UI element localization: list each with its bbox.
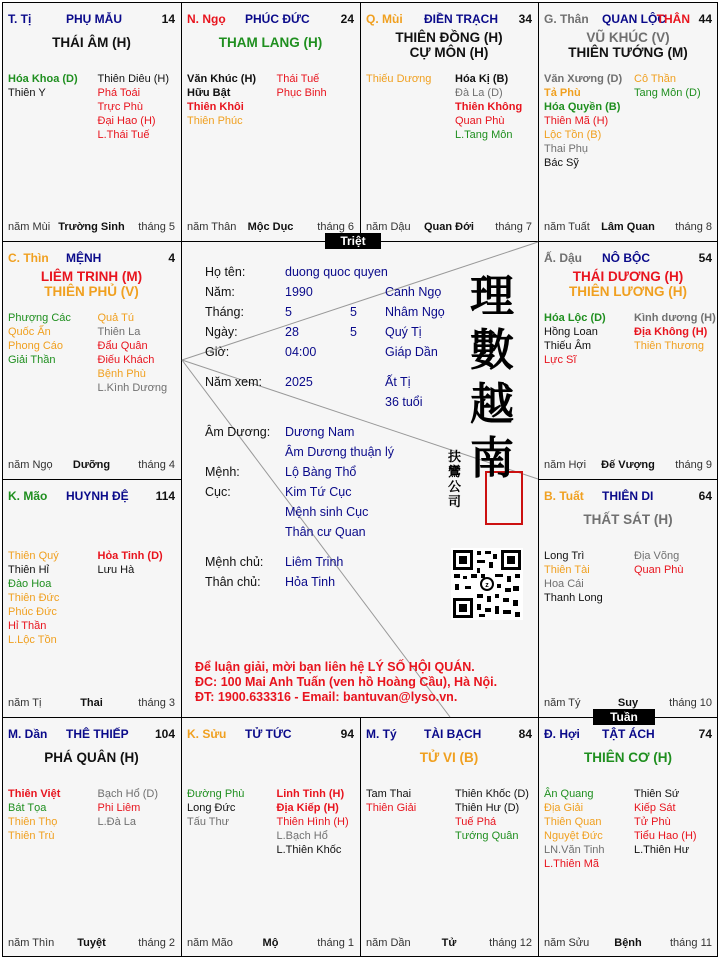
palace-location: M. Dần: [8, 727, 48, 741]
thang-value: 5: [285, 305, 292, 319]
palace-number: 64: [698, 489, 712, 503]
palace-name: PHỤ MẪU: [66, 12, 122, 26]
palace-year: năm Ngọ: [8, 459, 53, 471]
horoscope-chart: [2, 2, 718, 957]
star-column-right: [271, 72, 355, 100]
main-star: THÁI ÂM (H): [52, 35, 131, 50]
minor-star: Thiên Khốc (D): [455, 788, 529, 800]
minor-star: Long Trì: [544, 550, 585, 562]
palace-location: T. Tị: [8, 12, 32, 26]
main-star: THIÊN ĐỒNG (H): [395, 30, 503, 45]
star-column-left: [366, 72, 449, 86]
minor-star: L.Lộc Tồn: [8, 634, 57, 646]
palace-header: [544, 12, 712, 26]
main-star: CỰ MÔN (H): [409, 45, 489, 60]
minor-star: Thiên Việt: [8, 788, 61, 800]
palace-location: N. Ngọ: [187, 12, 226, 26]
palace-header: [187, 727, 354, 741]
palace-location: Ấ. Dậu: [544, 251, 583, 265]
nam-value: 1990: [285, 285, 313, 299]
palace-month: tháng 10: [669, 697, 712, 709]
minor-star: Thái Tuế: [276, 73, 320, 85]
palace-footer: [366, 937, 532, 951]
minor-star: Bạch Hổ (D): [97, 788, 159, 800]
palace-mui[interactable]: [360, 2, 538, 241]
palace-header: [8, 12, 175, 26]
ho-ten-value: duong quoc quyen: [285, 265, 388, 279]
palace-ngo[interactable]: [181, 2, 360, 241]
palace-month: tháng 3: [138, 697, 175, 709]
minor-star: Bát Tọa: [8, 802, 47, 814]
palace-month: tháng 2: [138, 937, 175, 949]
palace-stage: Lâm Quan: [601, 221, 655, 233]
minor-star: L.Thiên Khốc: [276, 844, 342, 856]
minor-star: Quốc Ấn: [8, 326, 51, 338]
palace-stage: Mộ: [262, 937, 279, 949]
main-star: THIÊN LƯƠNG (H): [569, 284, 687, 299]
palace-name: TỬ TỨC: [245, 727, 292, 741]
palace-location: K. Mão: [8, 489, 48, 503]
palace-stage: Thai: [80, 697, 103, 709]
minor-star: Tấu Thư: [187, 816, 230, 828]
star-column-right: [449, 72, 532, 142]
than-marker: THÂN: [656, 12, 690, 26]
palace-year: năm Hợi: [544, 459, 587, 471]
minor-star: Tử Phù: [634, 816, 671, 828]
palace-footer: [8, 459, 175, 473]
palace-thin[interactable]: [2, 241, 181, 479]
palace-ty[interactable]: [360, 717, 538, 957]
palace-suu[interactable]: [181, 717, 360, 957]
tuan-tag: Tuần: [593, 709, 655, 725]
palace-month: tháng 8: [675, 221, 712, 233]
minor-star: Địa Kiếp (H): [276, 802, 339, 814]
minor-star: L.Tang Môn: [455, 129, 513, 141]
minor-star: Tả Phù: [544, 87, 581, 99]
minor-star: Phi Liêm: [97, 802, 141, 814]
minor-star: Tuế Phá: [455, 816, 497, 828]
palace-name: PHÚC ĐỨC: [245, 12, 310, 26]
palace-header: [366, 12, 532, 26]
than-chu-label: Thân chủ:: [205, 575, 261, 589]
star-column-right: [92, 549, 176, 577]
minor-star: Thiên Phúc: [187, 115, 243, 127]
am-duong-label: Âm Dương:: [205, 425, 271, 439]
palace-stage: Quan Đới: [424, 221, 474, 233]
minor-star: Thiên Tài: [544, 564, 590, 576]
palace-month: tháng 1: [317, 937, 354, 949]
minor-star: Lộc Tồn (B): [544, 129, 602, 141]
minor-star: Địa Giải: [544, 802, 584, 814]
palace-location: B. Tuất: [544, 489, 584, 503]
minor-star: Thiên La: [97, 326, 141, 338]
star-column-left: [544, 549, 628, 605]
minor-star: Đà La (D): [455, 87, 503, 99]
minor-star: Thiên Y: [8, 87, 46, 99]
svg-text:z: z: [485, 582, 489, 589]
palace-name: QUAN LỘC: [602, 12, 666, 26]
thang-label: Tháng:: [205, 305, 244, 319]
nam-xem-can-chi: Ất Tị: [385, 375, 411, 389]
star-column-right: [92, 311, 176, 395]
palace-number: 4: [168, 251, 175, 265]
palace-year: năm Mão: [187, 937, 233, 949]
minor-star: Bệnh Phù: [97, 368, 146, 380]
minor-star: Long Đức: [187, 802, 236, 814]
minor-star: Địa Không (H): [634, 326, 708, 338]
main-star: THAM LANG (H): [218, 35, 323, 50]
star-column-left: [8, 72, 92, 100]
star-column-right: [92, 72, 176, 142]
star-column-left: [544, 72, 628, 170]
palace-number: 94: [340, 727, 354, 741]
contact-line-1: Để luận giải, mời bạn liên hệ LÝ SỐ HỘI QUÁN.: [195, 660, 475, 674]
tuoi-value: 36 tuổi: [385, 395, 423, 409]
star-column-right: [628, 72, 712, 100]
cuc-note-1: Mệnh sinh Cục: [285, 505, 369, 519]
minor-star: Thiên Thương: [634, 340, 705, 352]
main-star: PHÁ QUÂN (H): [44, 750, 139, 765]
palace-name: NÔ BỘC: [602, 251, 650, 265]
minor-star: L.Kình Dương: [97, 382, 168, 394]
palace-year: năm Sửu: [544, 937, 590, 949]
palace-header: [8, 727, 175, 741]
minor-star: Thiên Hình (H): [276, 816, 349, 828]
minor-star: Linh Tinh (H): [276, 788, 345, 800]
menh-value: Lộ Bàng Thổ: [285, 465, 357, 479]
minor-star: Thiên Thọ: [8, 816, 58, 828]
star-column-right: [271, 787, 355, 857]
minor-star: Cô Thần: [634, 73, 676, 85]
minor-star: Hỉ Thần: [8, 620, 47, 632]
palace-year: năm Mùi: [8, 221, 51, 233]
minor-star: Kình dương (H): [634, 312, 716, 324]
minor-star: Hoa Cái: [544, 578, 584, 590]
palace-name: ĐIỀN TRẠCH: [424, 12, 498, 26]
cuc-note-2: Thân cư Quan: [285, 525, 366, 539]
palace-dan[interactable]: [2, 717, 181, 957]
nam-xem-label: Năm xem:: [205, 375, 262, 389]
palace-month: tháng 5: [138, 221, 175, 233]
minor-star: Thiên Trù: [8, 830, 55, 842]
minor-star: Thiên Hư (D): [455, 802, 520, 814]
palace-name: HUYNH ĐỆ: [66, 489, 129, 503]
palace-name: MỆNH: [66, 251, 102, 265]
minor-star: L.Bạch Hổ: [276, 830, 328, 842]
minor-star: Đào Hoa: [8, 578, 52, 590]
ngay-can-chi: Quý Tị: [385, 325, 422, 339]
palace-footer: [187, 937, 354, 951]
palace-footer: [8, 697, 175, 711]
ngay-label: Ngày:: [205, 325, 238, 339]
palace-name: TẬT ÁCH: [602, 727, 655, 741]
palace-number: 54: [698, 251, 712, 265]
minor-star: Văn Xương (D): [544, 73, 623, 85]
menh-label: Mệnh:: [205, 465, 240, 479]
minor-star: Quan Phù: [634, 564, 684, 576]
minor-star: Thiên Sứ: [634, 788, 680, 800]
minor-star: Đại Hao (H): [97, 115, 156, 127]
palace-number: 24: [340, 12, 354, 26]
star-column-left: [544, 311, 628, 367]
minor-star: Kiếp Sát: [634, 802, 676, 814]
palace-header: [8, 489, 175, 503]
star-column-left: [8, 549, 92, 647]
contact-line-3: ĐT: 1900.633316 - Email: bantuvan@lyso.vn.: [195, 690, 458, 704]
menh-chu-label: Mệnh chủ:: [205, 555, 264, 569]
palace-header: [544, 489, 712, 503]
palace-stage: Bệnh: [614, 937, 642, 949]
palace-stage: Tử: [441, 937, 457, 949]
menh-chu-value: Liêm Trinh: [285, 555, 344, 569]
minor-star: L.Thiên Hư: [634, 844, 690, 856]
main-star: TỬ VI (B): [419, 750, 479, 765]
qr-code[interactable]: [451, 548, 523, 620]
minor-star: Hỏa Tinh (D): [97, 550, 163, 562]
palace-number: 34: [518, 12, 532, 26]
palace-location: K. Sửu: [187, 727, 227, 741]
star-column-right: [628, 311, 716, 353]
palace-tuat[interactable]: [538, 479, 718, 717]
than-chu-value: Hỏa Tinh: [285, 575, 336, 589]
minor-star: Thiên Hỉ: [8, 564, 49, 576]
palace-header: [8, 251, 175, 265]
nam-can-chi: Canh Ngọ: [385, 285, 442, 299]
palace-number: 84: [518, 727, 532, 741]
minor-star: Đẩu Quân: [97, 340, 148, 352]
minor-star: Thiên Mã (H): [544, 115, 609, 127]
palace-name: THÊ THIẾP: [66, 727, 129, 741]
minor-star: Phong Cáo: [8, 340, 64, 352]
palace-number: 44: [698, 12, 712, 26]
palace-month: tháng 11: [669, 937, 712, 949]
minor-star: Thiên Giải: [366, 802, 417, 814]
minor-star: L.Đà La: [97, 816, 137, 828]
palace-number: 14: [161, 12, 175, 26]
minor-star: Lưu Hà: [97, 564, 135, 576]
minor-star: Đường Phù: [187, 788, 245, 800]
palace-location: Đ. Hợi: [544, 727, 580, 741]
palace-footer: [8, 937, 175, 951]
minor-star: Văn Khúc (H): [187, 73, 257, 85]
minor-star: Thanh Long: [544, 592, 603, 604]
star-column-left: [187, 72, 271, 128]
main-star: THIÊN CƠ (H): [583, 750, 672, 765]
palace-year: năm Tý: [544, 697, 581, 709]
palace-stage: Dưỡng: [72, 459, 111, 471]
palace-footer: [544, 937, 712, 951]
minor-star: Quả Tú: [97, 312, 134, 324]
minor-star: Bác Sỹ: [544, 157, 579, 169]
ngay-am-value: 5: [350, 325, 357, 339]
minor-star: Thiếu Dương: [366, 73, 432, 85]
nam-xem-value: 2025: [285, 375, 313, 389]
minor-star: Hóa Khoa (D): [8, 73, 78, 85]
minor-star: Trực Phù: [97, 101, 143, 113]
minor-star: Quan Phù: [455, 115, 505, 127]
palace-year: năm Thân: [187, 221, 237, 233]
am-duong-value: Dương Nam: [285, 425, 355, 439]
am-duong-note: Âm Dương thuận lý: [285, 445, 394, 459]
palace-month: tháng 4: [138, 459, 175, 471]
calligraphy-char-1: 理: [470, 271, 514, 322]
minor-star: Nguyệt Đức: [544, 830, 603, 842]
nam-label: Năm:: [205, 285, 235, 299]
palace-footer: [366, 221, 532, 235]
contact-line-2: ĐC: 100 Mai Anh Tuấn (ven hồ Hoàng Cầu), Hà Nội.: [195, 675, 498, 689]
minor-star: Thiên Khôi: [187, 101, 244, 113]
palace-year: năm Dậu: [366, 221, 411, 233]
star-column-left: [366, 787, 449, 815]
palace-year: năm Dần: [366, 937, 411, 949]
minor-star: Thiên Đức: [8, 592, 60, 604]
palace-number: 104: [154, 727, 175, 741]
minor-star: Phượng Các: [8, 312, 71, 324]
main-star: VŨ KHÚC (V): [586, 30, 670, 45]
palace-stage: Trường Sinh: [58, 221, 125, 233]
palace-ti[interactable]: [2, 2, 181, 241]
minor-star: Thiên Không: [455, 101, 523, 113]
palace-month: tháng 6: [317, 221, 354, 233]
palace-year: năm Thìn: [8, 937, 55, 949]
contact-info: [195, 660, 497, 705]
star-column-right: [92, 787, 176, 829]
star-column-right: [628, 549, 712, 577]
palace-footer: [544, 221, 712, 235]
palace-year: năm Tuất: [544, 221, 590, 233]
palace-location: Q. Mùi: [366, 12, 403, 26]
palace-stage: Đế Vượng: [601, 459, 655, 471]
ngay-value: 28: [285, 325, 299, 339]
minor-star: Thai Phụ: [544, 143, 589, 155]
minor-star: Địa Võng: [634, 550, 680, 562]
palace-month: tháng 9: [675, 459, 712, 471]
minor-star: Thiên Quan: [544, 816, 602, 828]
palace-location: M. Tý: [366, 727, 397, 741]
minor-star: Lực Sĩ: [544, 354, 577, 366]
palace-header: [187, 12, 354, 26]
calligraphy-char-2: 數: [470, 325, 514, 376]
minor-star: Thiên Quý: [8, 550, 59, 562]
minor-star: Tiểu Hao (H): [634, 830, 697, 842]
minor-star: Điếu Khách: [97, 354, 155, 366]
main-star: THIÊN TƯỚNG (M): [568, 45, 688, 60]
palace-header: [544, 251, 712, 265]
minor-star: Phục Binh: [276, 87, 327, 99]
palace-number: 114: [155, 489, 175, 503]
minor-star: Tướng Quân: [455, 830, 519, 842]
main-star: THẤT SÁT (H): [583, 512, 673, 527]
gio-value: 04:00: [285, 345, 317, 359]
palace-month: tháng 7: [495, 221, 532, 233]
palace-stage: Tuyệt: [77, 937, 106, 949]
minor-star: L.Thái Tuế: [97, 129, 150, 141]
minor-star: Tang Môn (D): [634, 87, 701, 99]
palace-stage: Suy: [617, 697, 639, 709]
calligraphy-small-text: 扶鸞公司: [448, 450, 462, 510]
main-star: LIÊM TRINH (M): [40, 269, 143, 284]
palace-than[interactable]: [538, 2, 718, 241]
palace-year: năm Tị: [8, 697, 42, 709]
palace-stage: Mộc Dục: [247, 221, 294, 233]
palace-month: tháng 12: [489, 937, 532, 949]
calligraphy-char-4: 南: [470, 433, 514, 484]
cuc-label: Cục:: [205, 485, 231, 499]
ho-ten-label: Họ tên:: [205, 265, 246, 279]
palace-footer: [8, 221, 175, 235]
star-column-left: [544, 787, 628, 871]
palace-location: G. Thân: [544, 12, 589, 26]
thang-am-value: 5: [350, 305, 357, 319]
palace-hoi[interactable]: [538, 717, 718, 957]
minor-star: Tam Thai: [366, 788, 412, 800]
star-column-left: [8, 311, 92, 367]
star-column-right: [628, 787, 712, 857]
palace-number: 74: [698, 727, 712, 741]
minor-star: Hữu Bật: [187, 87, 231, 99]
minor-star: Thiên Diêu (H): [97, 73, 170, 85]
minor-star: Phúc Đức: [8, 606, 57, 618]
minor-star: L.Thiên Mã: [544, 858, 600, 870]
calligraphy-char-3: 越: [470, 379, 514, 430]
triet-tag: Triệt: [325, 233, 381, 249]
palace-location: C. Thìn: [8, 251, 49, 265]
minor-star: Ân Quang: [544, 788, 594, 800]
gio-can-chi: Giáp Dần: [385, 345, 438, 359]
palace-dau[interactable]: [538, 241, 718, 479]
minor-star: Hóa Kị (B): [455, 73, 509, 85]
minor-star: Hồng Loan: [544, 326, 598, 338]
main-star: THÁI DƯƠNG (H): [572, 269, 684, 284]
palace-header: [544, 727, 712, 741]
cuc-value: Kim Tứ Cục: [285, 485, 352, 499]
minor-star: Thiếu Âm: [544, 340, 592, 352]
minor-star: LN.Văn Tinh: [544, 844, 605, 856]
star-column-left: [8, 787, 92, 843]
palace-footer: [544, 459, 712, 473]
star-column-right: [449, 787, 532, 843]
minor-star: Hóa Quyền (B): [544, 101, 621, 113]
thang-can-chi: Nhâm Ngọ: [385, 305, 445, 319]
calligraphy-logo: [462, 270, 522, 486]
palace-mao[interactable]: [2, 479, 181, 717]
main-star: THIÊN PHỦ (V): [44, 284, 139, 299]
minor-star: Hóa Lộc (D): [544, 312, 606, 324]
palace-header: [366, 727, 532, 741]
palace-name: TÀI BẠCH: [424, 727, 482, 741]
gio-label: Giờ:: [205, 345, 230, 359]
minor-star: Phá Toái: [97, 87, 141, 99]
star-column-left: [187, 787, 271, 829]
minor-star: Giải Thần: [8, 354, 56, 366]
palace-name: THIÊN DI: [602, 489, 654, 503]
